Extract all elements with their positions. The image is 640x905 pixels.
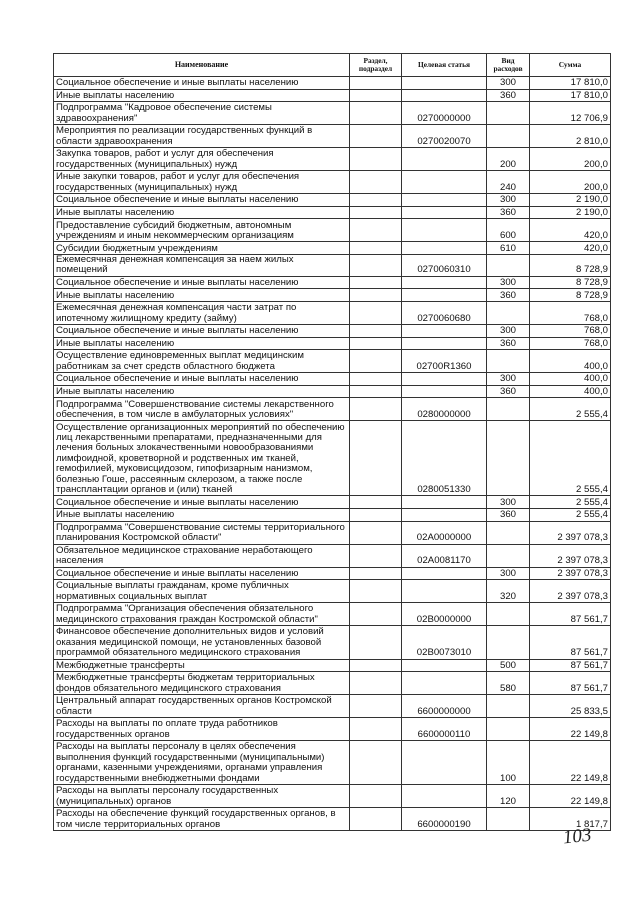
cell-amount: 2 190,0 [530, 194, 611, 207]
cell-type: 300 [487, 77, 530, 90]
table-row [54, 324, 611, 337]
cell-section [350, 171, 402, 194]
header-target: Целевая статья [402, 54, 487, 77]
cell-section [350, 337, 402, 350]
table-row [54, 496, 611, 509]
cell-amount: 2 397 078,3 [530, 544, 611, 567]
cell-name: Иные выплаты населению [54, 206, 350, 219]
cell-type: 300 [487, 324, 530, 337]
cell-section [350, 350, 402, 373]
cell-target [402, 171, 487, 194]
cell-name: Социальные выплаты гражданам, кроме публичных нормативных социальных выплат [54, 580, 350, 603]
cell-section [350, 254, 402, 276]
cell-name: Иные выплаты населению [54, 337, 350, 350]
cell-section [350, 718, 402, 741]
cell-type: 300 [487, 496, 530, 509]
table-row [54, 784, 611, 807]
cell-name: Межбюджетные трансферты бюджетам территориальных фондов обязательного медицинского страхования [54, 672, 350, 695]
cell-target: 02A0081170 [402, 544, 487, 567]
cell-target [402, 77, 487, 90]
table-row [54, 350, 611, 373]
cell-type: 240 [487, 171, 530, 194]
table-row [54, 544, 611, 567]
cell-type [487, 350, 530, 373]
cell-target: 0280000000 [402, 398, 487, 421]
cell-type [487, 544, 530, 567]
cell-amount: 2 397 078,3 [530, 567, 611, 580]
cell-target: 6600000190 [402, 807, 487, 830]
cell-section [350, 421, 402, 496]
cell-section [350, 784, 402, 807]
table-row [54, 219, 611, 242]
cell-section [350, 276, 402, 289]
cell-amount: 200,0 [530, 148, 611, 171]
cell-name: Иные закупки товаров, работ и услуг для обеспечения государственных (муниципальных) нужд [54, 171, 350, 194]
cell-type: 200 [487, 148, 530, 171]
cell-section [350, 741, 402, 785]
cell-section [350, 626, 402, 659]
cell-name: Ежемесячная денежная компенсация за наем жилых помещений [54, 254, 350, 276]
table-row [54, 672, 611, 695]
handwritten-page-number: 103 [561, 824, 593, 849]
cell-amount: 2 555,4 [530, 496, 611, 509]
cell-type: 360 [487, 385, 530, 398]
cell-amount: 22 149,8 [530, 741, 611, 785]
cell-target [402, 89, 487, 102]
cell-amount: 17 810,0 [530, 77, 611, 90]
cell-section [350, 603, 402, 626]
cell-type: 500 [487, 659, 530, 672]
cell-amount: 200,0 [530, 171, 611, 194]
budget-table-sheet [53, 53, 610, 831]
cell-amount: 87 561,7 [530, 659, 611, 672]
table-row [54, 102, 611, 125]
cell-section [350, 398, 402, 421]
cell-name: Социальное обеспечение и иные выплаты населению [54, 194, 350, 207]
table-row [54, 77, 611, 90]
cell-section [350, 289, 402, 302]
cell-type: 360 [487, 206, 530, 219]
cell-target: 0280051330 [402, 421, 487, 496]
cell-name: Социальное обеспечение и иные выплаты населению [54, 77, 350, 90]
cell-amount: 2 555,4 [530, 421, 611, 496]
cell-name: Социальное обеспечение и иные выплаты населению [54, 567, 350, 580]
cell-amount: 87 561,7 [530, 603, 611, 626]
cell-type [487, 521, 530, 544]
cell-type: 610 [487, 242, 530, 255]
cell-name: Иные выплаты населению [54, 89, 350, 102]
cell-section [350, 659, 402, 672]
cell-amount: 400,0 [530, 350, 611, 373]
cell-name: Мероприятия по реализации государственных функций в области здравоохранения [54, 125, 350, 148]
cell-target [402, 194, 487, 207]
cell-target [402, 784, 487, 807]
cell-section [350, 242, 402, 255]
cell-target [402, 580, 487, 603]
cell-target [402, 741, 487, 785]
cell-type [487, 125, 530, 148]
cell-type: 320 [487, 580, 530, 603]
table-row [54, 289, 611, 302]
cell-target [402, 289, 487, 302]
table-row [54, 373, 611, 386]
cell-name: Обязательное медицинское страхование неработающего населения [54, 544, 350, 567]
cell-target [402, 276, 487, 289]
table-row [54, 254, 611, 276]
cell-amount: 8 728,9 [530, 276, 611, 289]
cell-target [402, 659, 487, 672]
cell-target [402, 567, 487, 580]
cell-section [350, 544, 402, 567]
cell-section [350, 496, 402, 509]
cell-target [402, 337, 487, 350]
cell-type [487, 254, 530, 276]
cell-amount: 2 555,4 [530, 508, 611, 521]
cell-type [487, 626, 530, 659]
cell-amount: 2 397 078,3 [530, 521, 611, 544]
cell-amount: 768,0 [530, 301, 611, 324]
cell-section [350, 385, 402, 398]
table-row [54, 301, 611, 324]
table-row [54, 242, 611, 255]
cell-section [350, 194, 402, 207]
cell-amount: 25 833,5 [530, 695, 611, 718]
cell-type [487, 421, 530, 496]
cell-target [402, 672, 487, 695]
cell-target [402, 508, 487, 521]
cell-amount: 420,0 [530, 242, 611, 255]
cell-amount: 400,0 [530, 373, 611, 386]
cell-amount: 2 810,0 [530, 125, 611, 148]
table-row [54, 626, 611, 659]
cell-target [402, 324, 487, 337]
table-row [54, 580, 611, 603]
cell-target [402, 385, 487, 398]
cell-name: Субсидии бюджетным учреждениям [54, 242, 350, 255]
cell-type: 360 [487, 337, 530, 350]
table-row [54, 171, 611, 194]
cell-type: 360 [487, 508, 530, 521]
cell-type [487, 695, 530, 718]
cell-section [350, 373, 402, 386]
cell-name: Центральный аппарат государственных органов Костромской области [54, 695, 350, 718]
cell-target [402, 496, 487, 509]
table-row [54, 148, 611, 171]
cell-name: Расходы на обеспечение функций государственных органов, в том числе территориальных органов [54, 807, 350, 830]
cell-target: 0270060310 [402, 254, 487, 276]
cell-type [487, 718, 530, 741]
cell-type: 300 [487, 194, 530, 207]
cell-section [350, 695, 402, 718]
cell-target: 0270000000 [402, 102, 487, 125]
cell-name: Социальное обеспечение и иные выплаты населению [54, 276, 350, 289]
cell-target: 0270020070 [402, 125, 487, 148]
cell-type [487, 603, 530, 626]
cell-amount: 8 728,9 [530, 254, 611, 276]
table-row [54, 741, 611, 785]
cell-amount: 420,0 [530, 219, 611, 242]
cell-amount: 2 190,0 [530, 206, 611, 219]
table-row [54, 194, 611, 207]
cell-section [350, 567, 402, 580]
cell-type [487, 102, 530, 125]
table-row [54, 807, 611, 830]
cell-name: Подпрограмма "Совершенствование системы территориального планирования Костромской области" [54, 521, 350, 544]
cell-section [350, 89, 402, 102]
table-row [54, 508, 611, 521]
cell-section [350, 508, 402, 521]
table-row [54, 603, 611, 626]
cell-section [350, 807, 402, 830]
cell-type: 100 [487, 741, 530, 785]
budget-table [53, 53, 611, 831]
cell-type: 360 [487, 89, 530, 102]
cell-type: 600 [487, 219, 530, 242]
cell-name: Социальное обеспечение и иные выплаты населению [54, 324, 350, 337]
table-row [54, 421, 611, 496]
cell-amount: 17 810,0 [530, 89, 611, 102]
cell-amount: 768,0 [530, 337, 611, 350]
cell-section [350, 77, 402, 90]
cell-amount: 22 149,8 [530, 784, 611, 807]
header-type: Вид расходов [487, 54, 530, 77]
cell-type: 580 [487, 672, 530, 695]
table-row [54, 659, 611, 672]
cell-name: Осуществление единовременных выплат медицинским работникам за счет средств областного бюджета [54, 350, 350, 373]
cell-section [350, 324, 402, 337]
cell-amount: 400,0 [530, 385, 611, 398]
cell-name: Иные выплаты населению [54, 289, 350, 302]
cell-amount: 2 397 078,3 [530, 580, 611, 603]
cell-name: Расходы на выплаты персоналу государственных (муниципальных) органов [54, 784, 350, 807]
cell-type: 300 [487, 276, 530, 289]
cell-name: Расходы на выплаты по оплате труда работников государственных органов [54, 718, 350, 741]
header-amount: Сумма [530, 54, 611, 77]
cell-name: Подпрограмма "Организация обеспечения обязательного медицинского страхования граждан Костромской области" [54, 603, 350, 626]
table-row [54, 89, 611, 102]
cell-amount: 87 561,7 [530, 672, 611, 695]
cell-section [350, 219, 402, 242]
cell-amount: 87 561,7 [530, 626, 611, 659]
table-body [54, 77, 611, 831]
table-row [54, 276, 611, 289]
cell-name: Социальное обеспечение и иные выплаты населению [54, 373, 350, 386]
cell-target: 0270060680 [402, 301, 487, 324]
cell-target [402, 206, 487, 219]
cell-type: 300 [487, 567, 530, 580]
cell-amount: 8 728,9 [530, 289, 611, 302]
cell-name: Социальное обеспечение и иные выплаты населению [54, 496, 350, 509]
cell-target [402, 219, 487, 242]
header-section: Раздел, подраздел [350, 54, 402, 77]
cell-amount: 768,0 [530, 324, 611, 337]
cell-type: 360 [487, 289, 530, 302]
table-header-row [54, 54, 611, 77]
cell-section [350, 125, 402, 148]
cell-target [402, 373, 487, 386]
table-row [54, 125, 611, 148]
cell-name: Подпрограмма "Кадровое обеспечение системы здравоохранения" [54, 102, 350, 125]
cell-type: 300 [487, 373, 530, 386]
table-row [54, 521, 611, 544]
cell-amount: 12 706,9 [530, 102, 611, 125]
cell-name: Межбюджетные трансферты [54, 659, 350, 672]
cell-amount: 2 555,4 [530, 398, 611, 421]
table-row [54, 695, 611, 718]
cell-type [487, 301, 530, 324]
table-row [54, 398, 611, 421]
cell-target: 02B0000000 [402, 603, 487, 626]
cell-target: 6600000110 [402, 718, 487, 741]
header-name: Наименование [54, 54, 350, 77]
cell-name: Иные выплаты населению [54, 385, 350, 398]
cell-target: 02A0000000 [402, 521, 487, 544]
table-row [54, 567, 611, 580]
cell-section [350, 580, 402, 603]
cell-target [402, 242, 487, 255]
cell-name: Закупка товаров, работ и услуг для обеспечения государственных (муниципальных) нужд [54, 148, 350, 171]
cell-target: 02B0073010 [402, 626, 487, 659]
cell-type [487, 398, 530, 421]
cell-section [350, 301, 402, 324]
cell-name: Предоставление субсидий бюджетным, автономным учреждениям и иным некоммерческим организациям [54, 219, 350, 242]
cell-name: Осуществление организационных мероприятий по обеспечению лиц лекарственными препаратами, предназначенными для лечения больных злокачественными новообразованиями лимфоидной, кроветворной и родственных им тканей, гемофилией, муковисцидозом, гипофизарным нанизмом, болезнью Гоше, рассеянным склерозом, а также после трансплантации органов и (или) тканей [54, 421, 350, 496]
cell-type [487, 807, 530, 830]
cell-section [350, 672, 402, 695]
table-row [54, 337, 611, 350]
cell-name: Подпрограмма "Совершенствование системы лекарственного обеспечения, в том числе в амбулаторных условиях" [54, 398, 350, 421]
cell-target: 02700R1360 [402, 350, 487, 373]
cell-name: Иные выплаты населению [54, 508, 350, 521]
table-row [54, 718, 611, 741]
cell-name: Финансовое обеспечение дополнительных видов и условий оказания медицинской помощи, не установленных базовой программой обязательного медицинского страхования [54, 626, 350, 659]
cell-type: 120 [487, 784, 530, 807]
cell-name: Ежемесячная денежная компенсация части затрат по ипотечному жилищному кредиту (займу) [54, 301, 350, 324]
cell-section [350, 102, 402, 125]
cell-name: Расходы на выплаты персоналу в целях обеспечения выполнения функций государственными (муниципальными) органами, казенными учреждениями, органами управления государственными внебюджетными фондами [54, 741, 350, 785]
cell-amount: 22 149,8 [530, 718, 611, 741]
cell-section [350, 206, 402, 219]
cell-section [350, 148, 402, 171]
table-row [54, 385, 611, 398]
cell-target: 6600000000 [402, 695, 487, 718]
table-row [54, 206, 611, 219]
cell-target [402, 148, 487, 171]
cell-section [350, 521, 402, 544]
cell-amount: 1 817,7 [530, 807, 611, 830]
